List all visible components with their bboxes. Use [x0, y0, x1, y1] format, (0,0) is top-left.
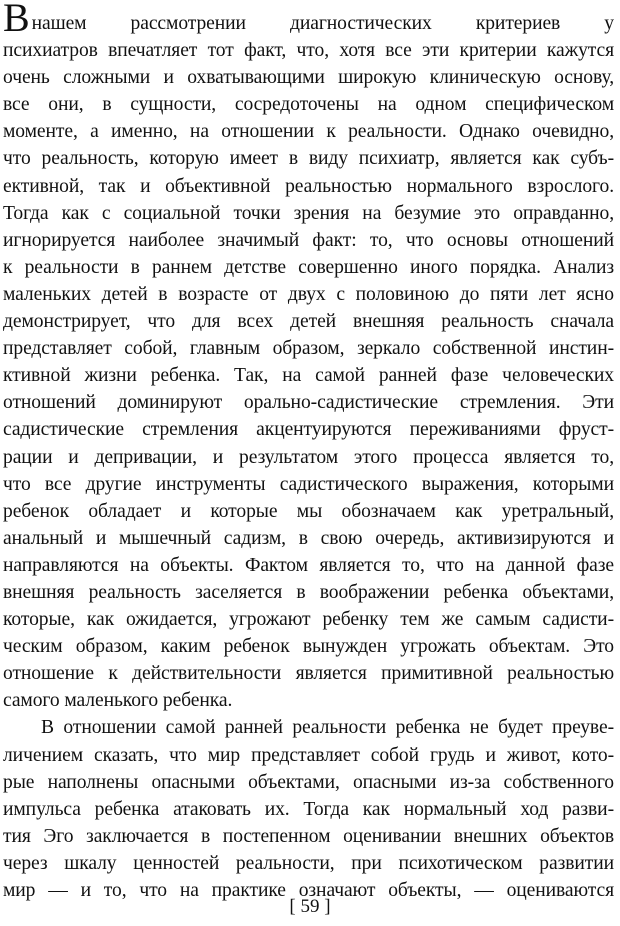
text-line: ребенок обладает и которые мы обозначаем как уретральный, — [3, 500, 614, 522]
text-line: ективной, так и объективной реальностью нормального взрослого. — [3, 175, 614, 197]
text-line: демонстрирует, что для всех детей внешняя реальность сначала — [3, 311, 614, 333]
text-line: анальный и мышечный садизм, в свою очередь, активизируются и — [3, 527, 614, 549]
text-line: мир — и то, что на практике означают объекты, — оцениваются — [3, 880, 614, 901]
text-line: самого маленького ребенка. — [3, 690, 233, 712]
text-line: садистические стремления акцентуируются переживаниями фруст- — [3, 419, 614, 441]
text-line: психиатров впечатляет тот факт, что, хотя все эти критерии кажутся — [3, 40, 614, 62]
text-line: В отношении самой ранней реальности ребенка не будет преуве- — [41, 717, 614, 739]
text-line: маленьких детей в возрасте от двух с половиною до пяти лет ясно — [3, 283, 614, 305]
text-line: через шкалу ценностей реальности, при психотическом развитии — [3, 852, 614, 874]
text-line: которые, как ожидается, угрожают ребенку тем же самым садисти- — [3, 609, 614, 631]
paragraph-1 — [3, 4, 614, 714]
text-line: представляет собой, главным образом, зеркало собственной инстин- — [3, 338, 614, 360]
text-line: рые наполнены опасными объектами, опасными из-за собственного — [3, 771, 614, 793]
text-line — [3, 4, 614, 37]
text-line-content: нашем рассмотрении диагностических критериев у — [31, 13, 614, 34]
text-line: рации и депривации, и результатом этого процесса является то, — [3, 446, 614, 468]
text-line: импульса ребенка атаковать их. Тогда как нормальный ход разви- — [3, 798, 614, 820]
text-line: Тогда как с социальной точки зрения на безумие это оправданно, — [3, 202, 614, 224]
text-line: отношений доминируют орально-садистические стремления. Эти — [3, 392, 614, 414]
body-text — [3, 4, 614, 904]
text-line: ческим образом, каким ребенок вынужден угрожать объектам. Это — [3, 636, 614, 658]
text-line: тия Эго заключается в постепенном оценивании внешних объектов — [3, 825, 614, 847]
page-number: [ 59 ] — [289, 896, 331, 917]
text-line: внешняя реальность заселяется в воображении ребенка объектами, — [3, 581, 614, 603]
text-line: отношение к действительности является примитивной реальностью — [3, 663, 614, 685]
text-line: моменте, а именно, на отношении к реальности. Однако очевидно, — [3, 121, 614, 143]
text-line: все они, в сущности, сосредоточены на одном специфическом — [3, 94, 614, 116]
text-line: личением сказать, что мир представляет собой грудь и живот, кото- — [3, 744, 614, 766]
text-line: направляются на объекты. Фактом является то, что на данной фазе — [3, 554, 614, 576]
text-line: ктивной жизни ребенка. Так, на самой ранней фазе человеческих — [3, 365, 614, 387]
paragraph-2 — [3, 714, 614, 904]
text-line: что все другие инструменты садистического выражения, которыми — [3, 473, 614, 495]
text-line: очень сложными и охватывающими широкую клиническую основу, — [3, 67, 614, 89]
text-line: что реальность, которую имеет в виду психиатр, является как субъ- — [3, 148, 614, 170]
drop-cap: В — [3, 4, 30, 38]
text-line: игнорируется наиболее значимый факт: то, что основы отношений — [3, 229, 614, 251]
text-line: к реальности в раннем детстве совершенно иного порядка. Анализ — [3, 256, 614, 278]
